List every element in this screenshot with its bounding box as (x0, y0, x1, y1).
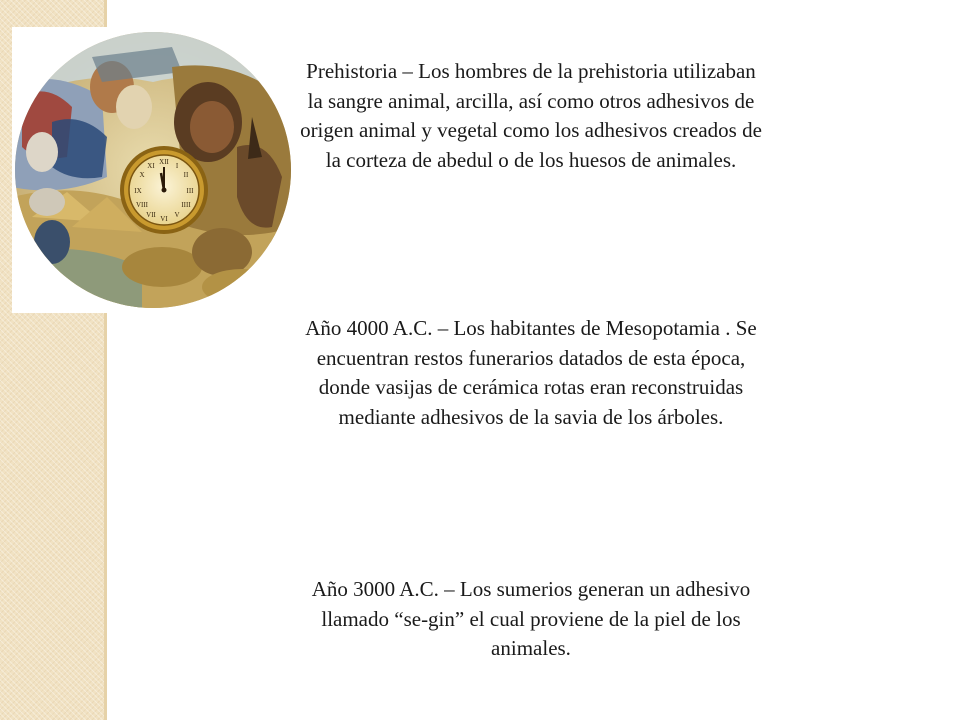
svg-text:I: I (175, 162, 179, 170)
svg-text:IX: IX (134, 187, 142, 195)
paragraph-prehistory: Prehistoria – Los hombres de la prehistoria utilizaban la sangre animal, arcilla, así como otros adhesivos de origen animal y vegetal como los adhesivos creados de la corteza de abedul o de los huesos de animales. (300, 59, 762, 172)
paragraph-4000-bc: Año 4000 A.C. – Los habitantes de Mesopotamia . Se encuentran restos funerarios datados de esta época, donde vasijas de cerámica rotas eran reconstruidas mediante adhesivos de la savia de los árboles. (305, 316, 757, 429)
svg-text:III: III (186, 187, 194, 195)
history-illustration (12, 27, 294, 313)
svg-text:IIII: IIII (181, 201, 191, 209)
history-clock-collage-icon (12, 27, 294, 313)
svg-text:VIII: VIII (135, 201, 149, 209)
svg-text:VI: VI (160, 215, 168, 223)
svg-text:XI: XI (147, 162, 155, 170)
clock-icon (120, 146, 208, 234)
svg-text:XII: XII (159, 158, 169, 166)
paragraph-3000-bc: Año 3000 A.C. – Los sumerios generan un adhesivo llamado “se-gin” el cual proviene de la piel de los animales. (311, 577, 751, 660)
svg-text:II: II (183, 171, 189, 179)
svg-text:VII: VII (146, 211, 156, 219)
svg-text:X: X (139, 171, 145, 179)
svg-text:V: V (174, 211, 180, 219)
